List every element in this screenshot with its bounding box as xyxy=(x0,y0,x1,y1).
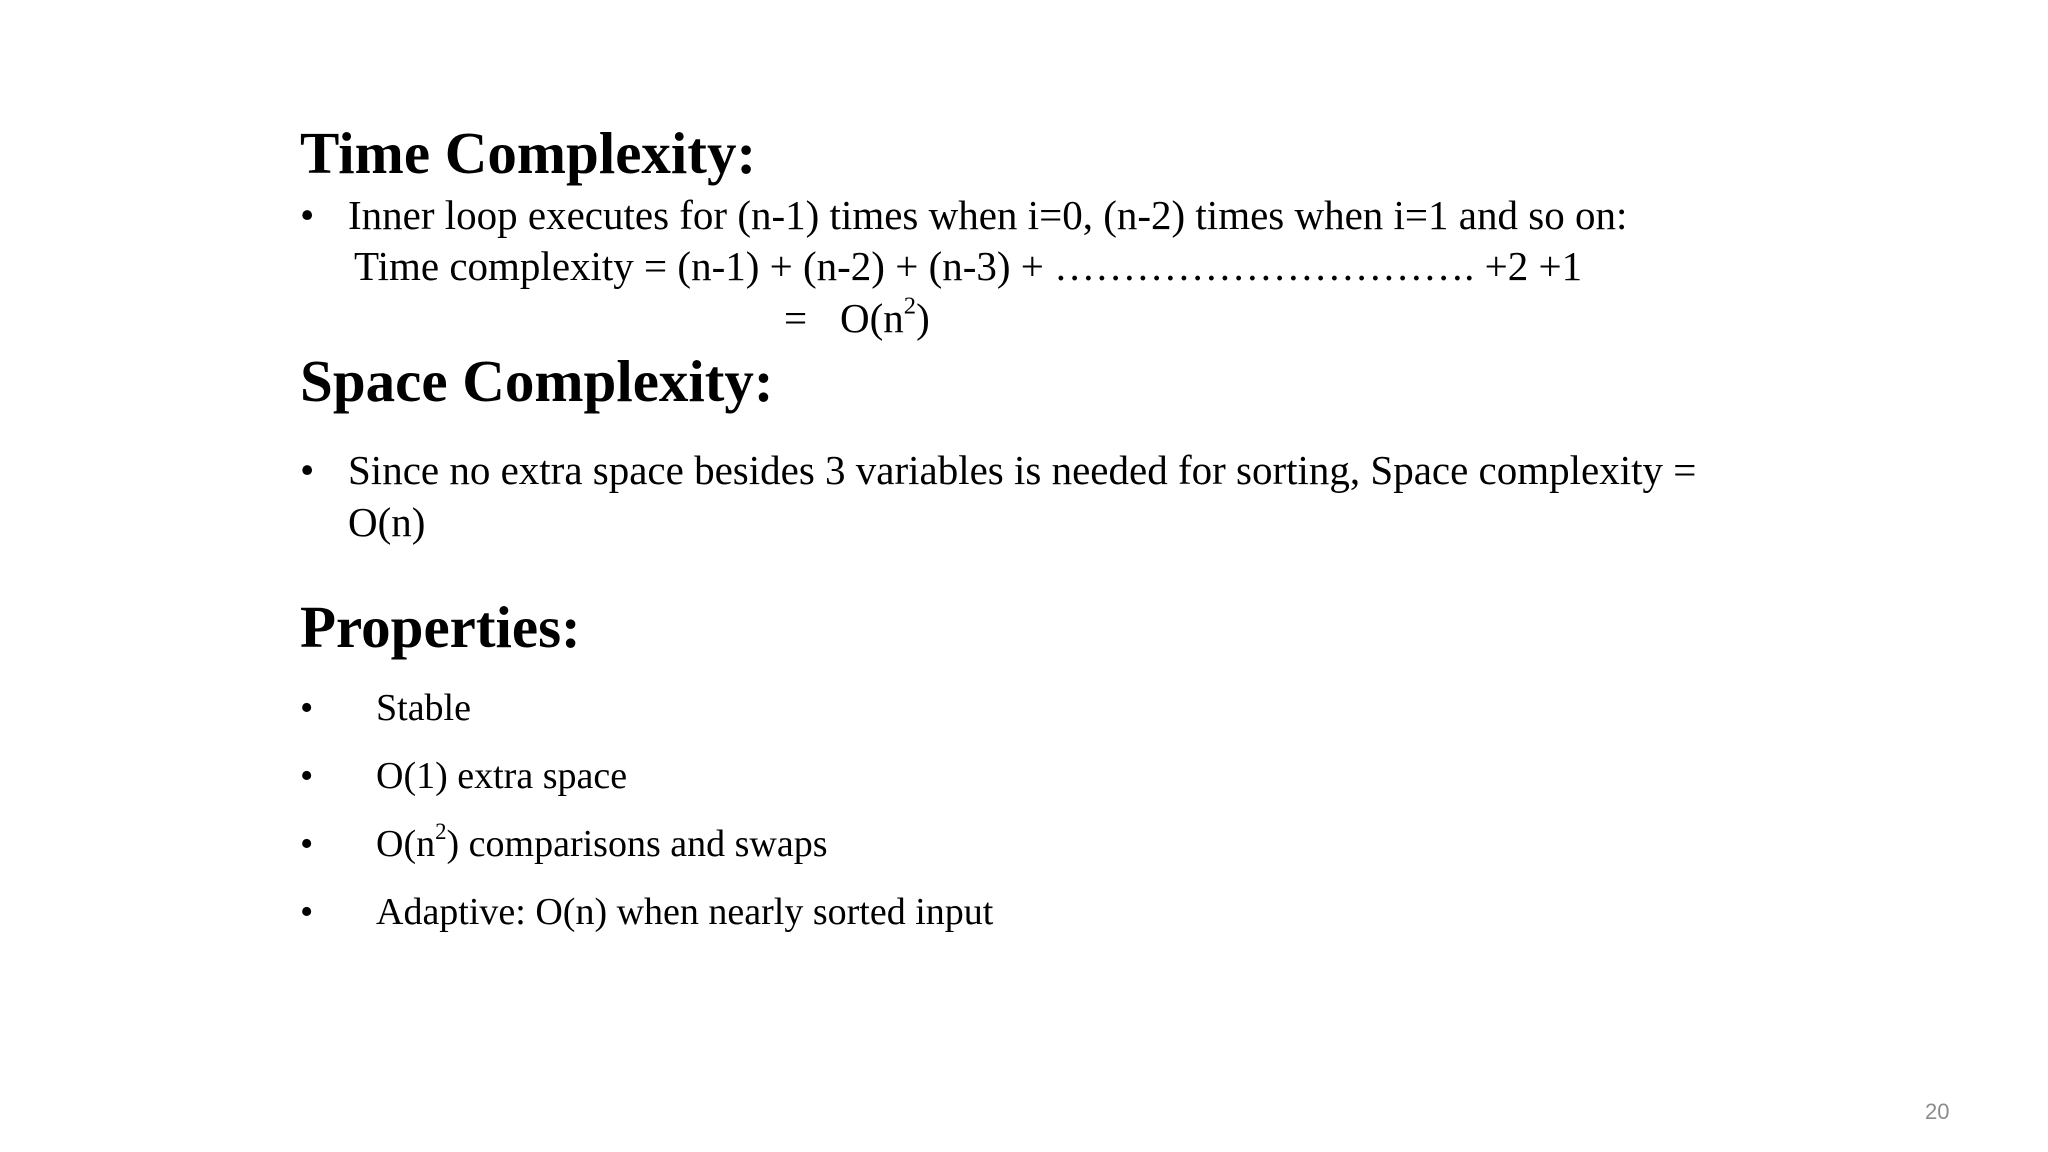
space-complexity-line-1: Since no extra space besides 3 variables is needed for sorting, Space complexity = xyxy=(348,447,1697,493)
property-comparisons xyxy=(376,818,828,865)
properties-heading: Properties: xyxy=(300,594,581,660)
property-bullet: • xyxy=(300,823,314,865)
property-bullet: • xyxy=(300,687,314,729)
page-number: 20 xyxy=(1925,1099,1950,1124)
space-complexity-line-2: O(n) xyxy=(348,499,426,545)
time-complexity-line-1: Inner loop executes for (n-1) times when i=0, (n-2) times when i=1 and so on: xyxy=(348,192,1628,238)
property-stable: Stable xyxy=(376,687,471,729)
property-bullet: • xyxy=(300,891,314,933)
result-exponent: 2 xyxy=(903,292,917,320)
space-complexity-bullet: • xyxy=(300,447,315,493)
time-complexity-heading: Time Complexity: xyxy=(300,120,757,186)
comparisons-exponent: 2 xyxy=(435,818,447,844)
comparisons-prefix: O(n xyxy=(376,823,436,865)
property-adaptive: Adaptive: O(n) when nearly sorted input xyxy=(376,891,994,933)
result-prefix: O(n xyxy=(840,295,904,341)
space-complexity-heading: Space Complexity: xyxy=(300,348,774,414)
time-complexity-line-2: Time complexity = (n-1) + (n-2) + (n-3) + …………………………. +2 +1 xyxy=(354,243,1583,289)
property-bullet: • xyxy=(300,755,314,797)
result-suffix: ) xyxy=(916,295,930,341)
comparisons-suffix: ) comparisons and swaps xyxy=(446,823,828,865)
time-complexity-result xyxy=(840,292,930,341)
property-extra-space: O(1) extra space xyxy=(376,755,628,797)
time-complexity-equals: = xyxy=(784,295,808,341)
time-complexity-bullet: • xyxy=(300,192,315,238)
